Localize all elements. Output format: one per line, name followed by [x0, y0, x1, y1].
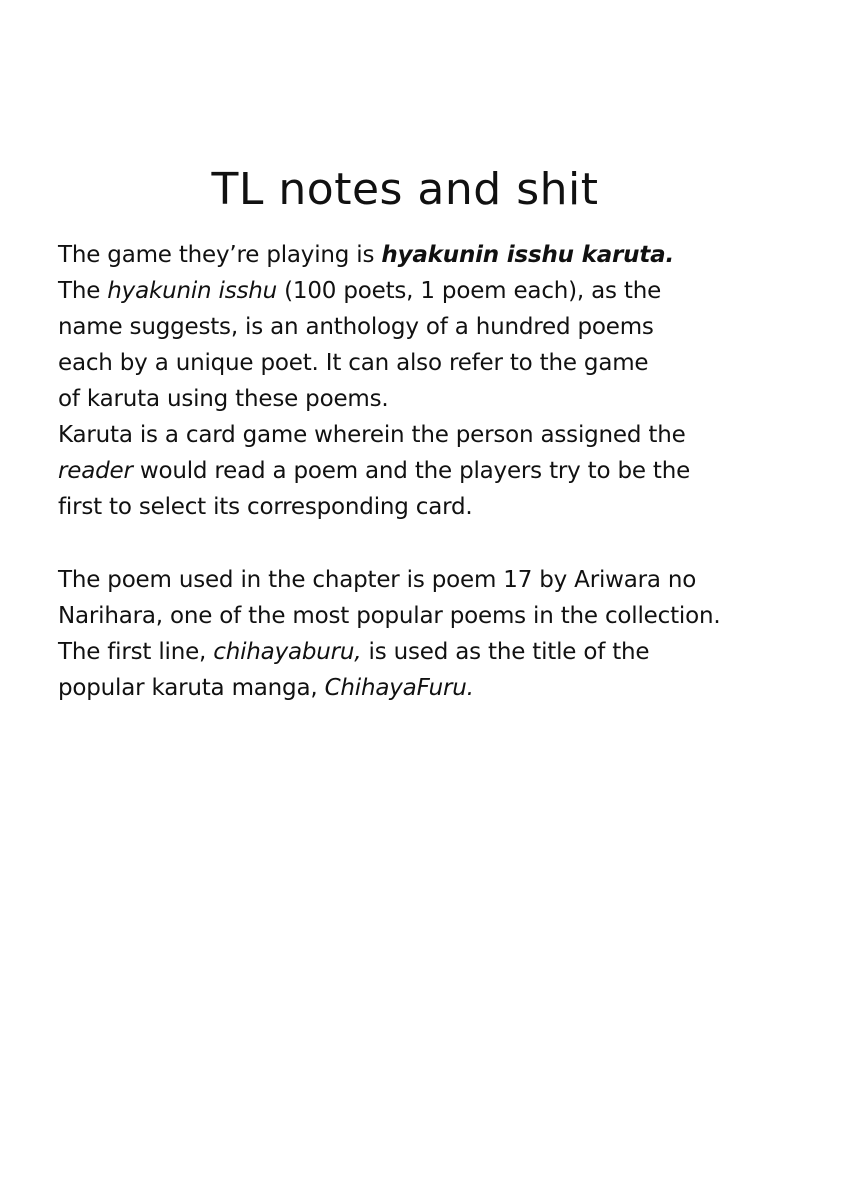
italic-term: hyakunin isshu — [107, 278, 278, 304]
text-span: (100 poets, 1 poem each), as the — [277, 278, 662, 304]
text-line: of karuta using these poems. — [58, 386, 389, 412]
page-title: TL notes and shit — [211, 164, 599, 215]
text-span: The — [58, 278, 108, 304]
italic-term: ChihayaFuru. — [324, 675, 474, 701]
text-line: Narihara, one of the most popular poems in the collection. — [58, 603, 721, 629]
paragraph-karuta-intro — [58, 237, 818, 525]
text-span: would read a poem and the players try to be the — [132, 458, 691, 484]
text-line — [58, 453, 818, 489]
text-line — [58, 670, 818, 706]
italic-term: reader — [58, 458, 133, 484]
text-line: each by a unique poet. It can also refer to the game — [58, 350, 649, 376]
text-span: The game they’re playing is — [58, 242, 382, 268]
text-line: The poem used in the chapter is poem 17 by Ariwara no — [58, 567, 697, 593]
text-line: name suggests, is an anthology of a hundred poems — [58, 314, 654, 340]
text-line: first to select its corresponding card. — [58, 494, 473, 520]
text-span: is used as the title of the — [361, 639, 650, 665]
text-line — [58, 634, 818, 670]
paragraph-poem-17 — [58, 562, 818, 706]
text-span: popular karuta manga, — [58, 675, 325, 701]
text-line — [58, 237, 818, 273]
text-line — [58, 273, 818, 309]
text-line: Karuta is a card game wherein the person assigned the — [58, 422, 686, 448]
text-span: The first line, — [58, 639, 214, 665]
italic-term: chihayaburu, — [213, 639, 362, 665]
emphasis-term: hyakunin isshu karuta. — [381, 242, 674, 268]
